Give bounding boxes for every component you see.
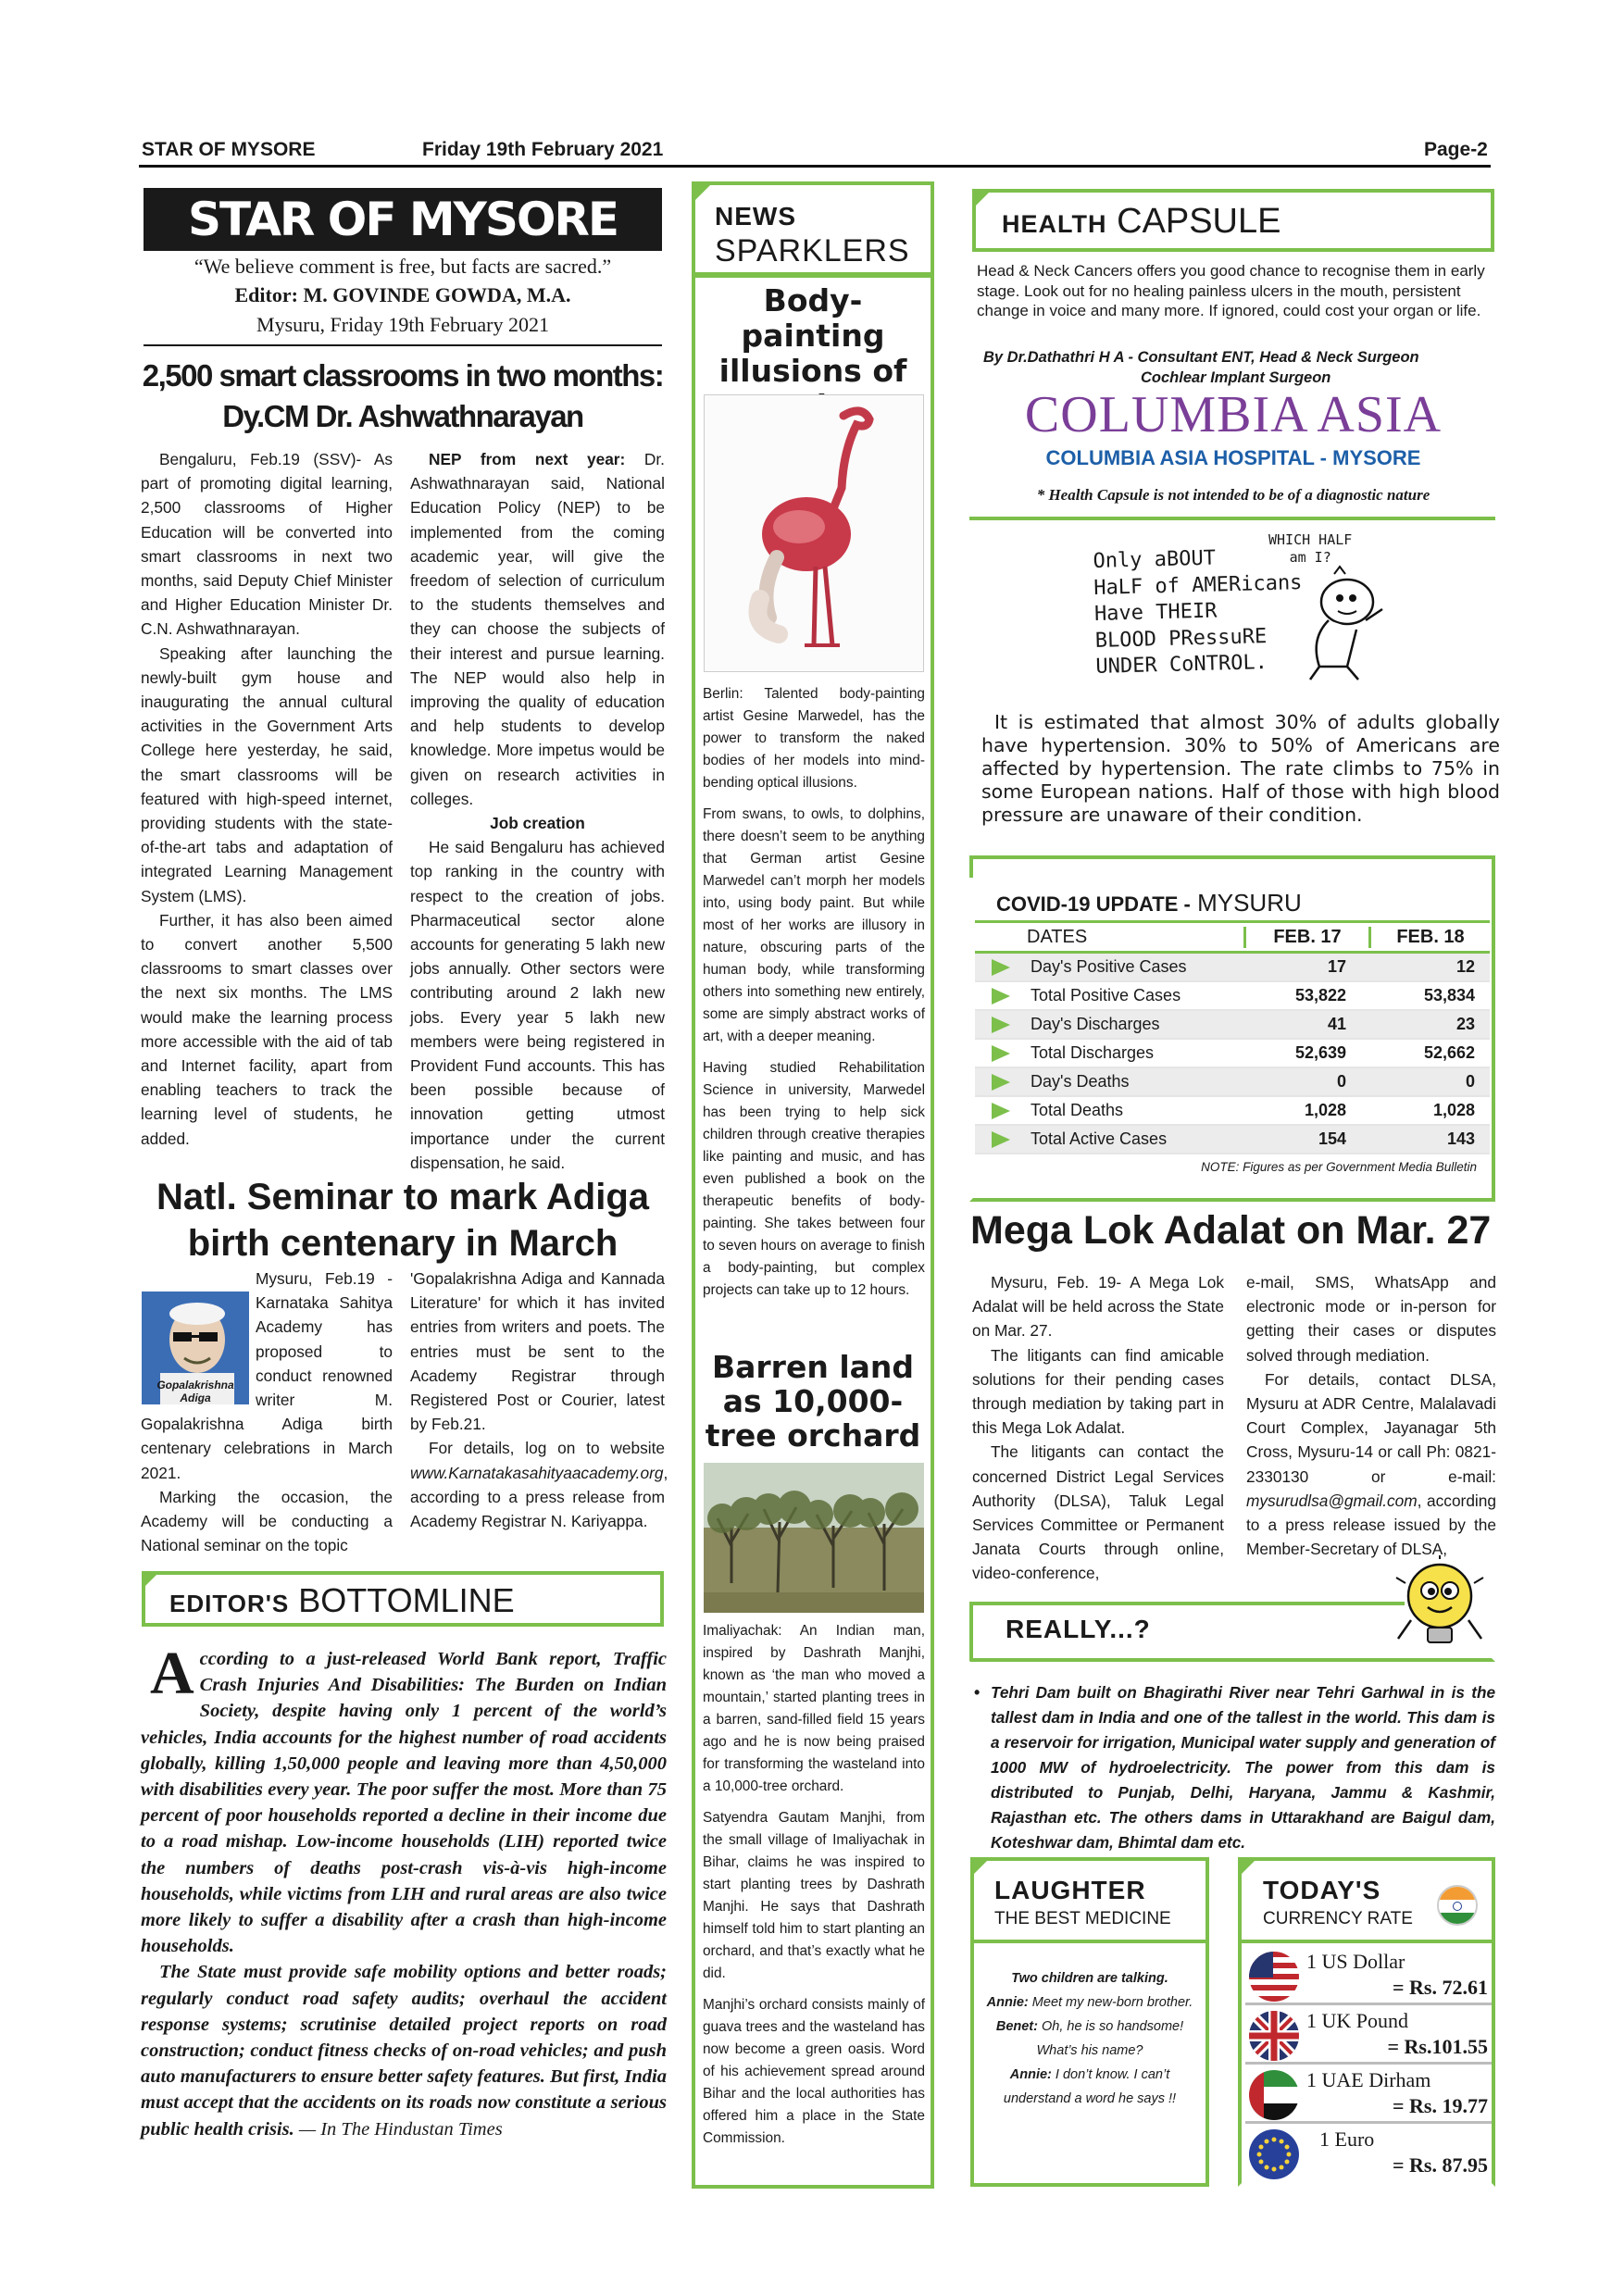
covid-table-header: DATES FEB. 17 FEB. 18 [975, 920, 1490, 954]
orchard-photo [704, 1463, 924, 1613]
covid-row-label: Total Deaths [1031, 1101, 1124, 1119]
india-flag-icon [1437, 1885, 1478, 1926]
covid-row-label: Total Positive Cases [1031, 986, 1181, 1004]
seminar-column-2: 'Gopalakrishna Adiga and Kannada Literature' for which it has invited entries from writers and poets. The entries must be sent to the Academy Registrar through Registered Post or Courier, latest by Feb.21. For details, log on to website www.Karnatakasahityaacademy.org, according to a press release from Academy Registrar N. Kariyappa. [410, 1267, 665, 1533]
lead-subhead-nep: NEP from next year: [429, 450, 626, 468]
uk-flag-icon [1249, 2011, 1299, 2061]
masthead-rule [144, 344, 662, 346]
really-label: REALLY...? [1006, 1615, 1151, 1643]
bottomline-dropcap: A [150, 1640, 194, 1707]
covid-row-value-feb18: 12 [1455, 957, 1475, 976]
lead-paragraph: Dr. Ashwathnarayan said, National Education Policy (NEP) to be implemented from the coming academic year, will give the freedom of selection of curriculum to the students themselves and they can choose the subjects of their interest and pursue learning. The NEP would also help in improving the quality of education and help students to develop knowledge. More impetus would be given on research activities in colleges. [410, 450, 665, 808]
bottomline-body [141, 1640, 667, 2142]
covid-row-value-feb17: 41 [1327, 1015, 1346, 1033]
sparkler-paragraph: From swans, to owls, to dolphins, there doesn’t seem to be anything that German artist Gesine Marwedel can’t morph her models into, using body paint. But while most of her works are illusory in nature, obscuring parts of the human body, while transforming others into something new entirely, some are simply abstract works of art, with a deeper meaning. [703, 806, 925, 1044]
seminar-website-link[interactable]: www.Karnatakasahityaacademy.org [410, 1463, 664, 1482]
body-painting-photo [704, 394, 924, 672]
lead-headline-line-2: Dy.CM Dr. Ashwathnarayan [222, 399, 583, 433]
arrow-bullet-icon [992, 1074, 1010, 1091]
currency-row-aed: 1 UAE Dirham = Rs. 19.77 [1245, 2066, 1492, 2124]
sparkler-story-2-title: Barren land as 10,000- tree orchard [705, 1349, 921, 1454]
health-capsule-disclaimer: * Health Capsule is not intended to be of a diagnostic nature [1036, 486, 1430, 504]
covid-table-row [975, 982, 1490, 1011]
currency-label-bold: TODAY'S [1263, 1876, 1381, 1904]
lead-paragraph: He said Bengaluru has achieved top ranking in the country with respect to the creation of jobs. Pharmaceutical sector alone accounts for generating 5 lakh new jobs annually. Other sectors were contributing around 2 lakh new jobs. Every year 5 lakh new members were being registered in Provident Fund accounts. This has been possible because of innovation getting utmost importance under the current dispensation, he said. [410, 838, 665, 1172]
currency-row-usd: 1 US Dollar = Rs. 72.61 [1245, 1948, 1492, 2005]
seminar-paragraph: For details, log on to website [429, 1439, 665, 1458]
covid-row-value-feb17: 0 [1336, 1072, 1346, 1091]
eu-flag-icon [1249, 2129, 1299, 2179]
covid-table-row [975, 1011, 1490, 1040]
currency-corner [1238, 1857, 1258, 1878]
seminar-column-1 [141, 1267, 393, 1557]
arrow-bullet-icon [992, 1045, 1010, 1062]
cartoon-speech-bubble: WHICH HALF am I? [1268, 531, 1353, 566]
health-capsule-label: HEALTH CAPSULE [1002, 202, 1281, 241]
dlsa-email-link[interactable]: mysurudlsa@gmail.com [1246, 1491, 1418, 1510]
uae-flag-icon [1249, 2070, 1299, 2120]
sparkler-story-1-body [703, 683, 925, 1311]
covid-table-row [975, 1068, 1490, 1097]
cartoon-figure [1292, 565, 1393, 685]
health-capsule-corner [972, 189, 993, 209]
sparkler-paragraph: Imaliyachak: An Indian man, inspired by Dashrath Manjhi, known as ‘the man who moved a mountain,’ started planting trees in a barren, sand-filled field 15 years ago and he is now being praised for transforming the wasteland into a 10,000-tree orchard. [703, 1623, 925, 1794]
currency-row-eur: 1 Euro = Rs. 87.95 [1245, 2126, 1492, 2183]
header-date: Friday 19th February 2021 [422, 139, 664, 160]
seminar-headline [139, 1174, 667, 1267]
seminar-paragraph: Marking the occasion, the Academy will be conducting a National seminar on the topic [141, 1487, 393, 1555]
lead-paragraph: Bengaluru, Feb.19 (SSV)- As part of promoting digital learning, 2,500 classrooms of Higher Education will be converted into smart classrooms in next two months, said Deputy Chief Minister and Higher Education Minister Dr. C.N. Ashwathnarayan. [141, 450, 393, 639]
sparkler-paragraph: Having studied Rehabilitation Science in university, Marwedel has been trying to help sick children through creative therapies like painting and music, and has even published a book on the therapeutic benefits of body-painting. She takes between four to seven hours on average to finish a body-painting, but complex projects can take up to 12 hours. [703, 1060, 925, 1298]
laughter-label-light: THE BEST MEDICINE [994, 1909, 1171, 1928]
covid-table-body [975, 954, 1490, 1154]
news-sparklers-label-light: SPARKLERS [715, 233, 910, 268]
news-sparklers-divider [695, 272, 931, 278]
health-capsule-rule [969, 517, 1495, 520]
arrow-bullet-icon [992, 1131, 1010, 1148]
covid-row-label: Day's Deaths [1031, 1072, 1130, 1091]
covid-row-value-feb18: 143 [1446, 1129, 1475, 1148]
masthead-motto: “We believe comment is free, but facts are sacred.” [194, 255, 612, 278]
bottomline-source: — In The Hindustan Times [298, 2118, 503, 2140]
currency-row-gbp: 1 UK Pound = Rs.101.55 [1245, 2007, 1492, 2065]
arrow-bullet-icon [992, 1103, 1010, 1119]
hospital-name: COLUMBIA ASIA HOSPITAL - MYSORE [1045, 446, 1421, 469]
lok-adalat-column-2: e-mail, SMS, WhatsApp and electronic mode or in-person for getting their cases or disputes solved through mediation. For details, contact DLSA, Mysuru at ADR Centre, Malalavadi Court Complex, Jayanagar 5th Cross, Mysuru-14 or call Ph: 0821-2330130 or e-mail: mysurudlsa@gmail.com, according to a press release issued by the Member-Secretary of DLSA, [1246, 1270, 1496, 1561]
lead-column-2 [410, 447, 665, 1175]
sparkler-story-2-body [703, 1620, 925, 2159]
masthead-title: STAR OF MYSORE [144, 188, 662, 251]
columbia-asia-logo: COLUMBIA ASIA [1024, 386, 1443, 443]
sparkler-story-1-title: Body-painting illusions of [718, 282, 907, 389]
sparkler-paragraph: Manjhi’s orchard consists mainly of guava trees and the wasteland has now become a green oasis. Word of his achievement spread around Bihar and the local authorities has offered him a place in the State Commission. [703, 1997, 925, 2146]
seminar-paragraph: 'Gopalakrishna Adiga and Kannada Literature' for which it has invited entries from writers and poets. The entries must be sent to the Academy Registrar through Registered Post or Courier, latest by Feb.21. [410, 1269, 665, 1434]
covid-row-label: Day's Positive Cases [1031, 957, 1187, 976]
seminar-headline-line-2: birth centenary in March [187, 1223, 618, 1264]
us-flag-icon [1249, 1952, 1299, 2002]
seminar-headline-line-1: Natl. Seminar to mark Adiga [156, 1177, 649, 1217]
covid-row-label: Total Active Cases [1031, 1129, 1168, 1148]
lead-subhead-jobs: Job creation [490, 814, 585, 833]
sparkler-paragraph: Satyendra Gautam Manjhi, from the small village of Imaliyachak in Bihar, claims he was inspired to start planting trees by Dashrath Manjhi. He says that Dashrath himself told him to start planting an orchard, and that’s exactly what he did. [703, 1810, 925, 1981]
lead-paragraph: Further, it has also been aimed to convert another 5,500 classrooms to smart classes over the next six months. The LMS would make the learning process more accessible with the aid of tab and Internet facility, apart from enabling teachers to track the learning level of students, he added. [141, 910, 393, 1148]
adiga-caption-line-1: Gopalakrishna [156, 1379, 234, 1391]
arrow-bullet-icon [992, 1017, 1010, 1033]
health-capsule-byline: By Dr.Dathathri H A - Consultant ENT, Head & Neck Surgeon Cochlear Implant Surgeon [983, 349, 1419, 386]
seminar-paragraph: Mysuru, Feb.19 - Karnataka Sahitya Academy has proposed to conduct renowned writer M. Gopalakrishna Adiga birth centenary celebrations in March 2021. [141, 1269, 393, 1482]
currency-list [1245, 1948, 1492, 2185]
lok-adalat-paragraph: Mysuru, Feb. 19- A Mega Lok Adalat will be held across the State on Mar. 27. [972, 1273, 1224, 1341]
lok-adalat-paragraph: The litigants can contact the concerned District Legal Services Authority (DLSA), Taluk Legal Services Committee or Permanent Janata Courts through online, video-conference, [972, 1442, 1224, 1583]
cartoon-caption: It is estimated that almost 30% of adults globally have hypertension. 30% to 50% of Americans are affected by hypertension. The rate climbs to 75% in some European nations. Half of those with high blood pressure are unaware of their condition. [981, 711, 1500, 826]
masthead-dateline: Mysuru, Friday 19th February 2021 [256, 313, 549, 336]
arrow-bullet-icon [992, 988, 1010, 1004]
bottomline-paragraph: ccording to a just-released World Bank report, Traffic Crash Injuries And Disabilities: The Burden on Indian Society, despite having only 1 percent of the world’s vehicles, India accounts for the highest number of road accidents globally, killing 1,50,000 people and leaving more than 4,50,000 with disabilities every year. The poor suffer the most. More than 75 percent of poor households reported a decline in their income due to a road mishap. Low-income households (LIH) reported twice the numbers of deaths post-crash vis-à-vis high-income households, while victims from LIH and rural areas are also twice more likely to suffer a disability after a crash than high-income households. [141, 1649, 667, 1957]
covid-row-value-feb18: 52,662 [1423, 1043, 1475, 1062]
masthead-editor: Editor: M. GOVINDE GOWDA, M.A. [234, 283, 571, 306]
laughter-joke: Two children are talking. Annie: Meet my new-born brother. Benet: Oh, he is so handsome! What’s his name? Annie: I don’t know. I can’t understand a word he says !! [986, 1971, 1193, 2106]
laughter-corner [970, 1857, 991, 1878]
covid-table-row [975, 1097, 1490, 1126]
lead-column-1 [141, 447, 393, 1151]
covid-row-label: Total Discharges [1031, 1043, 1155, 1062]
lead-headline-line-1: 2,500 smart classrooms in two months: [142, 358, 664, 393]
covid-row-value-feb17: 154 [1318, 1129, 1346, 1148]
lok-adalat-column-1 [972, 1270, 1224, 1586]
currency-label-light: CURRENCY RATE [1263, 1909, 1413, 1928]
sparkler-paragraph: Berlin: Talented body-painting artist Gesine Marwedel, has the power to transform the naked bodies of her models into mind-bending optical illusions. [703, 686, 925, 791]
covid-table-row [975, 1040, 1490, 1068]
covid-row-value-feb18: 0 [1465, 1072, 1475, 1091]
really-bullet: • [974, 1683, 981, 1702]
covid-row-value-feb17: 53,822 [1294, 986, 1346, 1004]
covid-row-value-feb17: 17 [1327, 957, 1346, 976]
lead-paragraph: Speaking after launching the newly-built gym house and inaugurating the annual cultural activities in the Government Arts College here yesterday, he said, the smart classrooms will be featured with high-speed internet, providing students with the state-of-the-art tabs and adaptation of integrated Learning Management System (LMS). [141, 643, 393, 905]
health-capsule-body: Head & Neck Cancers offers you good chance to recognise them in early stage. Look out for no healing painless ulcers in the mouth, persistent change in voice and many more. If ignored, could cost your organ or life. [977, 262, 1485, 319]
header-page-number: Page-2 [1424, 139, 1488, 160]
covid-note: NOTE: Figures as per Government Media Bulletin [1201, 1160, 1477, 1174]
bottomline-corner [142, 1571, 160, 1590]
covid-table [975, 920, 1490, 1174]
news-sparklers-label-bold: NEWS [715, 202, 796, 231]
bottomline-label: EDITOR'S BOTTOMLINE [169, 1581, 515, 1619]
covid-row-value-feb17: 52,639 [1294, 1043, 1346, 1062]
adiga-caption-line-2: Adiga [180, 1391, 211, 1404]
covid-table-row [975, 1126, 1490, 1154]
arrow-bullet-icon [992, 959, 1010, 976]
header-rule [139, 165, 1491, 168]
covid-row-value-feb18: 53,834 [1423, 986, 1475, 1004]
lok-adalat-paragraph: The litigants can find amicable solutions for their pending cases through mediation by taking part in this Mega Lok Adalat. [972, 1345, 1224, 1438]
laughter-label-bold: LAUGHTER [994, 1876, 1146, 1904]
header-paper-name: STAR OF MYSORE [142, 139, 316, 160]
really-body: • Tehri Dam built on Bhagirathi River near Tehri Garhwal in is the tallest dam in India and one of the tallest in the world. This dam is a reservoir for irrigation, Municipal water supply and generation of 1000 MW of hydroelectricity. The power from this dam is distributed to Punjab, Delhi, Haryana, Jammu & Kashmir, Rajasthan etc. The others dams in Uttarakhand are Baigul dam, Koteshwar dam, Bhimtal dam etc. [972, 1680, 1495, 1855]
covid-row-value-feb18: 23 [1455, 1015, 1475, 1033]
covid-table-row [975, 954, 1490, 982]
covid-row-value-feb17: 1,028 [1304, 1101, 1346, 1119]
cartoon-text: Only aBOUT HaLF of AMERicans Have THEIR BLOOD PRessuRE UNDER CoNTROL. [1093, 546, 1303, 679]
lead-headline [139, 356, 667, 437]
lightbulb-icon [1389, 1555, 1491, 1657]
covid-title: COVID-19 UPDATE - MYSURU [996, 889, 1302, 917]
lok-adalat-headline: Mega Lok Adalat on Mar. 27 [970, 1208, 1492, 1253]
lok-adalat-paragraph: e-mail, SMS, WhatsApp and electronic mode or in-person for getting their cases or disputes solved through mediation. [1246, 1273, 1496, 1365]
bottomline-paragraph: The State must provide safe mobility options and better roads; regularly conduct road safety audits; overhaul the accident response systems; scrutinise detailed project reports on road construction; conduct fitness checks of on-road vehicles; and push auto manufacturers to ensure better safety features. But first, India must accept that the accidents on its roads now constitute a serious public health crisis. [141, 1962, 667, 2140]
covid-row-value-feb18: 1,028 [1432, 1101, 1475, 1119]
covid-row-label: Day's Discharges [1031, 1015, 1160, 1033]
news-sparklers-corner [692, 181, 714, 204]
